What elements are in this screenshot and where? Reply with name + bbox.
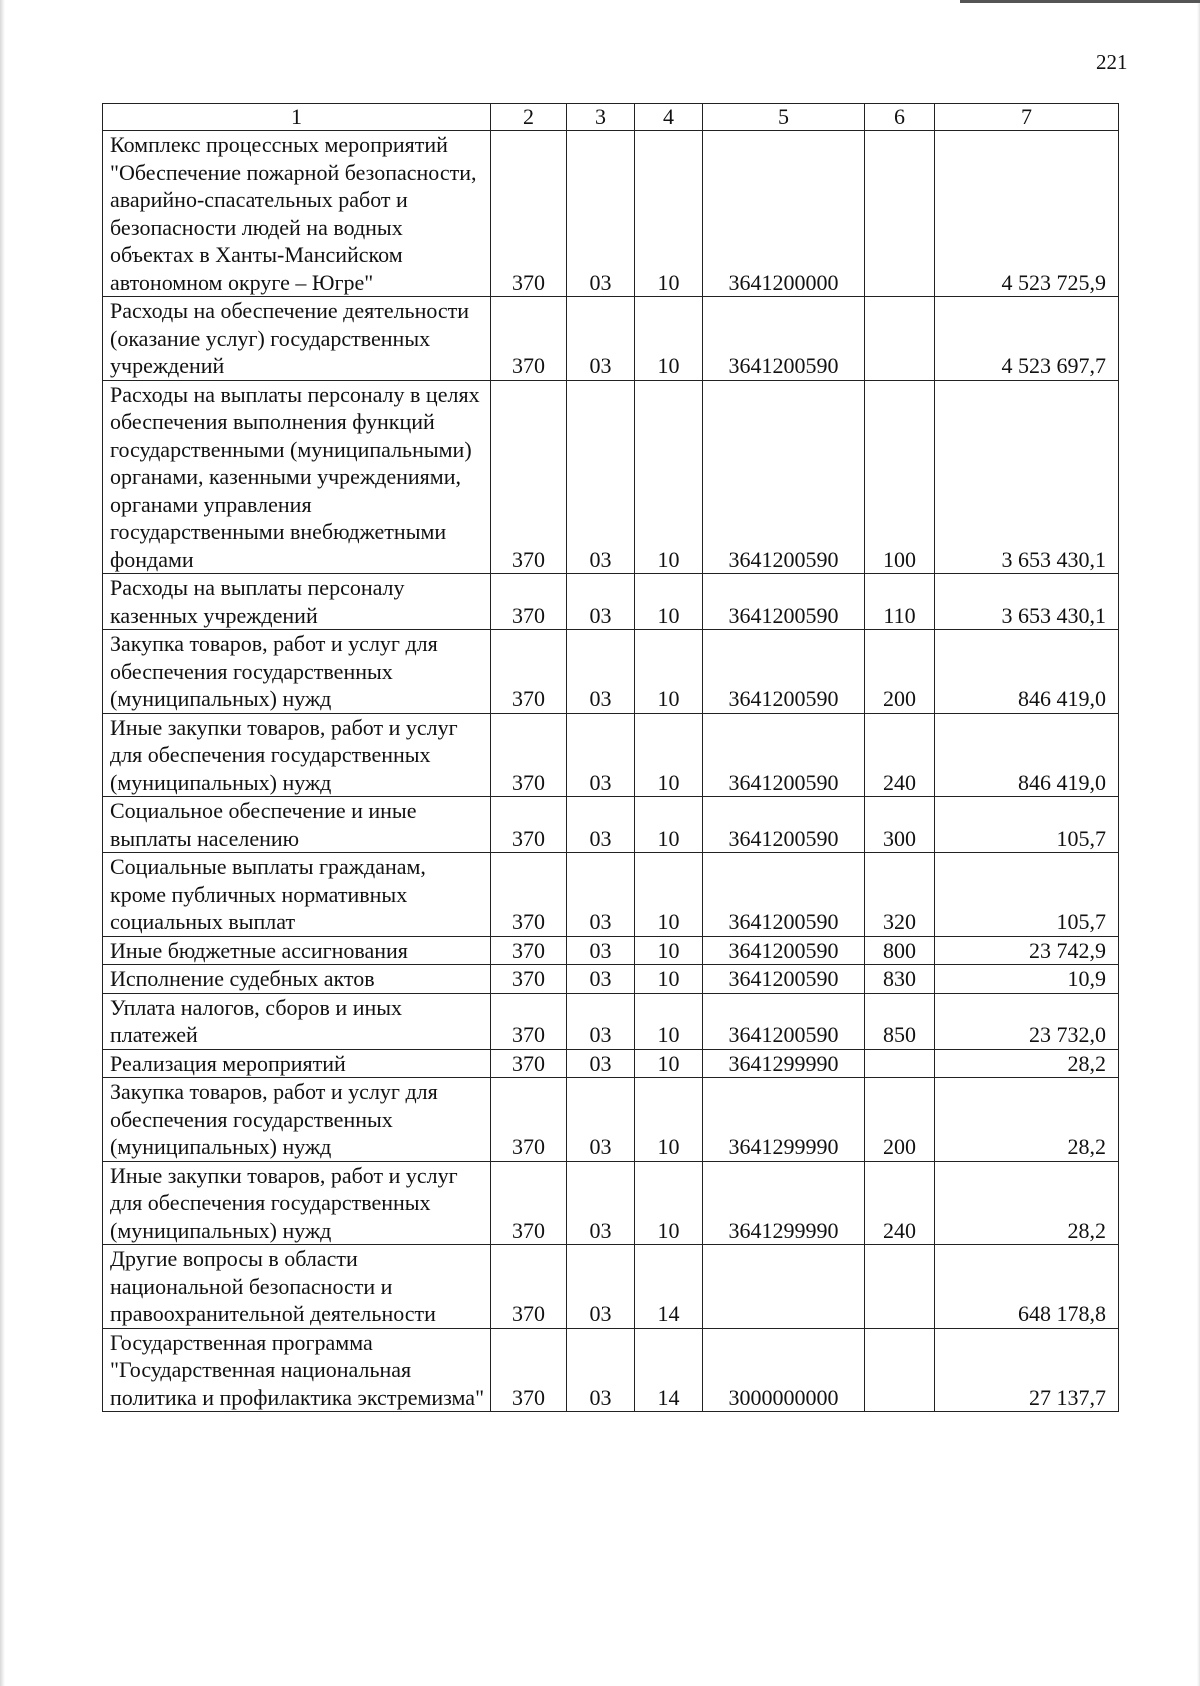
col-7-amount: 648 178,8 [935,1245,1119,1329]
col-2: 370 [491,1161,567,1245]
col-2: 370 [491,797,567,853]
row-name: Закупка товаров, работ и услуг для обеспечения государственных (муниципальных) нужд [103,630,491,714]
col-6: 110 [865,574,935,630]
col-4: 10 [635,797,703,853]
table-row [103,965,1119,994]
col-4: 10 [635,380,703,574]
col-7-amount: 27 137,7 [935,1328,1119,1412]
table-row [103,936,1119,965]
header-col-3: 3 [567,104,635,131]
col-4: 14 [635,1328,703,1412]
row-name: Расходы на выплаты персоналу казенных учреждений [103,574,491,630]
col-7-amount: 3 653 430,1 [935,574,1119,630]
col-6 [865,1245,935,1329]
row-name: Расходы на выплаты персоналу в целях обеспечения выполнения функций государственными (муниципальными) органами, казенными учреждениями, органами управления государственными внебюджетными фондами [103,380,491,574]
col-2: 370 [491,297,567,381]
col-2: 370 [491,1245,567,1329]
col-5: 3641299990 [703,1078,865,1162]
col-7-amount: 23 742,9 [935,936,1119,965]
header-col-2: 2 [491,104,567,131]
col-5: 3641299990 [703,1049,865,1078]
col-4: 10 [635,131,703,297]
col-5: 3641200000 [703,131,865,297]
col-2: 370 [491,1328,567,1412]
page-number: 221 [1096,50,1128,74]
col-5: 3641200590 [703,797,865,853]
header-col-5: 5 [703,104,865,131]
col-7-amount: 105,7 [935,853,1119,937]
row-name: Иные закупки товаров, работ и услуг для обеспечения государственных (муниципальных) нужд [103,713,491,797]
col-5: 3641200590 [703,853,865,937]
col-7-amount: 4 523 725,9 [935,131,1119,297]
row-name: Расходы на обеспечение деятельности (оказание услуг) государственных учреждений [103,297,491,381]
col-7-amount: 28,2 [935,1161,1119,1245]
col-6 [865,1328,935,1412]
table-row [103,1328,1119,1412]
col-5: 3000000000 [703,1328,865,1412]
col-7-amount: 846 419,0 [935,713,1119,797]
col-7-amount: 105,7 [935,797,1119,853]
scan-edge-top [960,0,1200,3]
col-6: 200 [865,1078,935,1162]
col-4: 10 [635,1049,703,1078]
table-row [103,574,1119,630]
row-name: Иные закупки товаров, работ и услуг для обеспечения государственных (муниципальных) нужд [103,1161,491,1245]
col-4: 10 [635,965,703,994]
row-name: Иные бюджетные ассигнования [103,936,491,965]
row-name: Закупка товаров, работ и услуг для обеспечения государственных (муниципальных) нужд [103,1078,491,1162]
table-row [103,853,1119,937]
col-7-amount: 846 419,0 [935,630,1119,714]
row-name: Государственная программа "Государственная национальная политика и профилактика экстремизма" [103,1328,491,1412]
col-2: 370 [491,853,567,937]
col-5 [703,1245,865,1329]
col-5: 3641200590 [703,936,865,965]
col-4: 10 [635,1161,703,1245]
table-row [103,297,1119,381]
col-2: 370 [491,380,567,574]
col-3: 03 [567,936,635,965]
table-row [103,630,1119,714]
table-row [103,131,1119,297]
col-3: 03 [567,1161,635,1245]
col-2: 370 [491,131,567,297]
col-4: 10 [635,1078,703,1162]
col-3: 03 [567,574,635,630]
col-6: 240 [865,1161,935,1245]
col-6: 320 [865,853,935,937]
col-2: 370 [491,574,567,630]
col-3: 03 [567,797,635,853]
col-5: 3641200590 [703,993,865,1049]
table-row [103,1161,1119,1245]
col-7-amount: 28,2 [935,1049,1119,1078]
col-5: 3641200590 [703,965,865,994]
col-3: 03 [567,965,635,994]
col-2: 370 [491,936,567,965]
col-2: 370 [491,713,567,797]
col-5: 3641200590 [703,297,865,381]
row-name: Исполнение судебных актов [103,965,491,994]
col-6: 240 [865,713,935,797]
col-7-amount: 4 523 697,7 [935,297,1119,381]
col-3: 03 [567,1245,635,1329]
col-3: 03 [567,993,635,1049]
col-6: 830 [865,965,935,994]
col-3: 03 [567,131,635,297]
col-6: 800 [865,936,935,965]
col-4: 10 [635,297,703,381]
col-5: 3641200590 [703,630,865,714]
col-3: 03 [567,1078,635,1162]
scan-edge-left [0,0,5,1686]
row-name: Комплекс процессных мероприятий "Обеспечение пожарной безопасности, аварийно-спасательных работ и безопасности людей на водных объектах в Ханты-Мансийском автономном округе – Югре" [103,131,491,297]
header-col-4: 4 [635,104,703,131]
col-6: 200 [865,630,935,714]
table-header [103,104,1119,131]
header-col-1: 1 [103,104,491,131]
col-6: 100 [865,380,935,574]
col-7-amount: 23 732,0 [935,993,1119,1049]
col-2: 370 [491,630,567,714]
table-row [103,993,1119,1049]
col-4: 10 [635,993,703,1049]
row-name: Социальные выплаты гражданам, кроме публичных нормативных социальных выплат [103,853,491,937]
table-row [103,713,1119,797]
col-4: 10 [635,713,703,797]
col-6: 850 [865,993,935,1049]
table-row [103,797,1119,853]
row-name: Уплата налогов, сборов и иных платежей [103,993,491,1049]
col-3: 03 [567,853,635,937]
col-2: 370 [491,965,567,994]
col-3: 03 [567,1328,635,1412]
col-2: 370 [491,1049,567,1078]
col-5: 3641299990 [703,1161,865,1245]
col-2: 370 [491,993,567,1049]
col-7-amount: 28,2 [935,1078,1119,1162]
col-6: 300 [865,797,935,853]
table-row [103,1245,1119,1329]
header-row [103,104,1119,131]
col-4: 10 [635,574,703,630]
col-6 [865,131,935,297]
col-4: 10 [635,630,703,714]
table-body [103,131,1119,1412]
col-3: 03 [567,297,635,381]
col-7-amount: 3 653 430,1 [935,380,1119,574]
header-col-7: 7 [935,104,1119,131]
col-7-amount: 10,9 [935,965,1119,994]
col-5: 3641200590 [703,574,865,630]
row-name: Реализация мероприятий [103,1049,491,1078]
row-name: Социальное обеспечение и иные выплаты населению [103,797,491,853]
table-row [103,380,1119,574]
col-3: 03 [567,380,635,574]
col-4: 10 [635,853,703,937]
col-5: 3641200590 [703,380,865,574]
col-3: 03 [567,713,635,797]
col-4: 14 [635,1245,703,1329]
col-4: 10 [635,936,703,965]
col-3: 03 [567,630,635,714]
col-2: 370 [491,1078,567,1162]
col-5: 3641200590 [703,713,865,797]
col-3: 03 [567,1049,635,1078]
budget-table [102,103,1119,1412]
row-name: Другие вопросы в области национальной безопасности и правоохранительной деятельности [103,1245,491,1329]
table-row [103,1049,1119,1078]
header-col-6: 6 [865,104,935,131]
table-row [103,1078,1119,1162]
col-6 [865,1049,935,1078]
col-6 [865,297,935,381]
